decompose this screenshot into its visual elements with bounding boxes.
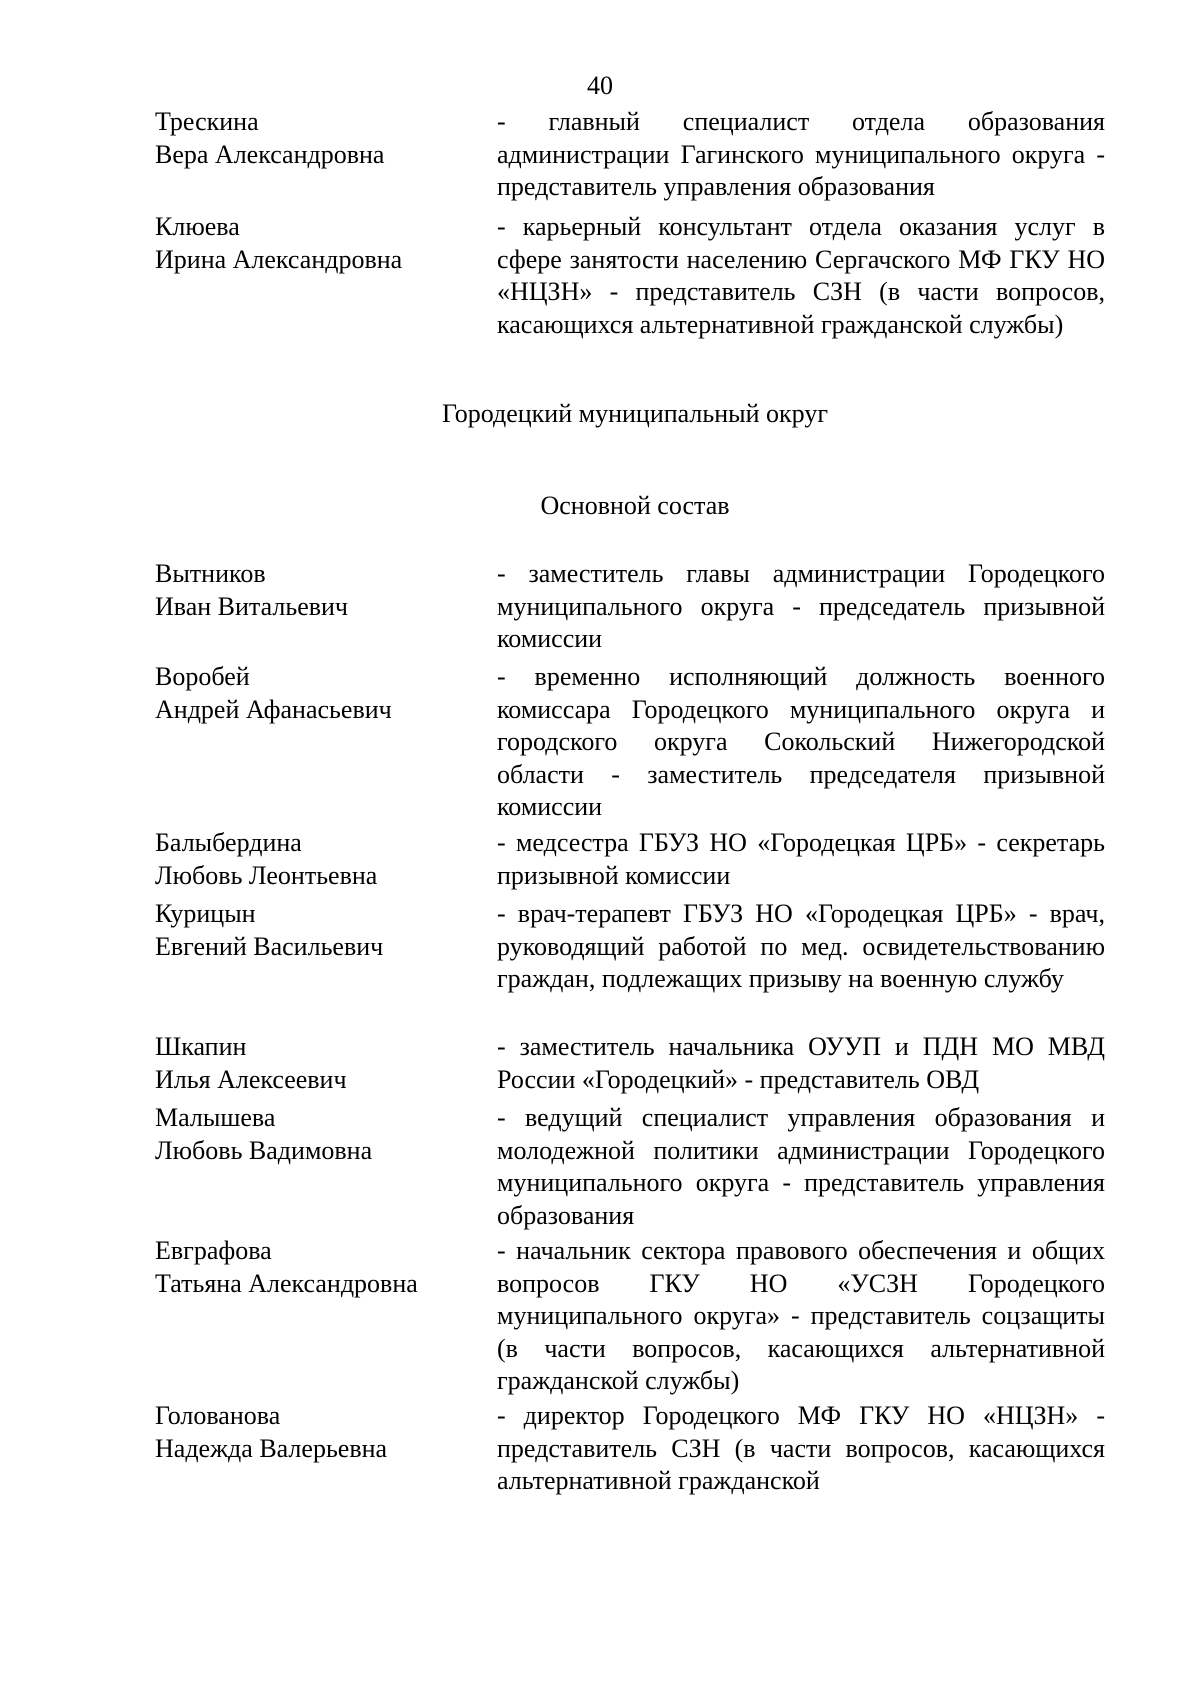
member-role: - главный специалист отдела образования администрации Гагинского муниципального округа - представитель управления образования: [497, 107, 1105, 201]
member-name: [155, 661, 485, 726]
member-name: [155, 1031, 485, 1096]
member-role: - заместитель главы администрации Городецкого муниципального округа - председатель призывной комиссии: [497, 559, 1105, 653]
member-name: [155, 827, 485, 892]
member-name: [155, 558, 485, 623]
member-given-name: Ирина Александровна: [155, 244, 403, 274]
member-role: - карьерный консультант отдела оказания услуг в сфере занятости населению Сергачского МФ ГКУ НО «НЦЗН» - представитель СЗН (в части вопросов, касающихся альтернативной гражданской службы): [497, 212, 1105, 339]
member-given-name: Надежда Валерьевна: [155, 1433, 388, 1463]
member-surname: Клюева: [155, 212, 240, 241]
member-role: - директор Городецкого МФ ГКУ НО «НЦЗН» - представитель СЗН (в части вопросов, касающихся альтернативной гражданской: [497, 1401, 1105, 1495]
member-role: - заместитель начальника ОУУП и ПДН МО МВД России «Городецкий» - представитель ОВД: [497, 1032, 1105, 1094]
member-role: - начальник сектора правового обеспечения и общих вопросов ГКУ НО «УСЗН Городецкого муниципального округа» - представитель соцзащиты (в части вопросов, касающихся альтернативной гражданской службы): [497, 1236, 1105, 1395]
member-role: - временно исполняющий должность военного комиссара Городецкого муниципального округа и городского округа Сокольский Нижегородской области - заместитель председателя призывной комиссии: [497, 662, 1105, 821]
member-given-name: Вера Александровна: [155, 139, 385, 169]
member-surname: Голованова: [155, 1401, 281, 1430]
member-given-name: Илья Алексеевич: [155, 1064, 347, 1094]
member-given-name: Любовь Леонтьевна: [155, 860, 378, 890]
district-heading: Городецкий муниципальный округ: [441, 399, 828, 428]
composition-heading: Основной состав: [540, 491, 730, 520]
member-surname: Шкапин: [155, 1032, 247, 1061]
member-name: [155, 211, 485, 276]
member-name: [155, 1400, 485, 1465]
member-name: [155, 106, 485, 171]
member-role: - ведущий специалист управления образования и молодежной политики администрации Городецкого муниципального округа - представитель управления образования: [497, 1103, 1105, 1230]
member-surname: Балыбердина: [155, 828, 302, 857]
member-surname: Воробей: [155, 662, 250, 691]
member-name: [155, 1102, 485, 1167]
member-given-name: Татьяна Александровна: [155, 1268, 418, 1298]
member-surname: Трескина: [155, 107, 259, 136]
member-given-name: Андрей Афанасьевич: [155, 694, 392, 724]
member-given-name: Любовь Вадимовна: [155, 1135, 373, 1165]
member-role: - медсестра ГБУЗ НО «Городецкая ЦРБ» - секретарь призывной комиссии: [497, 828, 1105, 890]
page-number: 40: [587, 71, 613, 100]
member-surname: Евграфова: [155, 1236, 272, 1265]
member-surname: Малышева: [155, 1103, 276, 1132]
member-name: [155, 1235, 485, 1300]
member-surname: Вытников: [155, 559, 266, 588]
member-given-name: Евгений Васильевич: [155, 931, 384, 961]
member-surname: Курицын: [155, 899, 256, 928]
member-role: - врач-терапевт ГБУЗ НО «Городецкая ЦРБ» - врач, руководящий работой по мед. освидетельствованию граждан, подлежащих призыву на военную службу: [497, 899, 1105, 993]
member-name: [155, 898, 485, 963]
member-given-name: Иван Витальевич: [155, 591, 349, 621]
